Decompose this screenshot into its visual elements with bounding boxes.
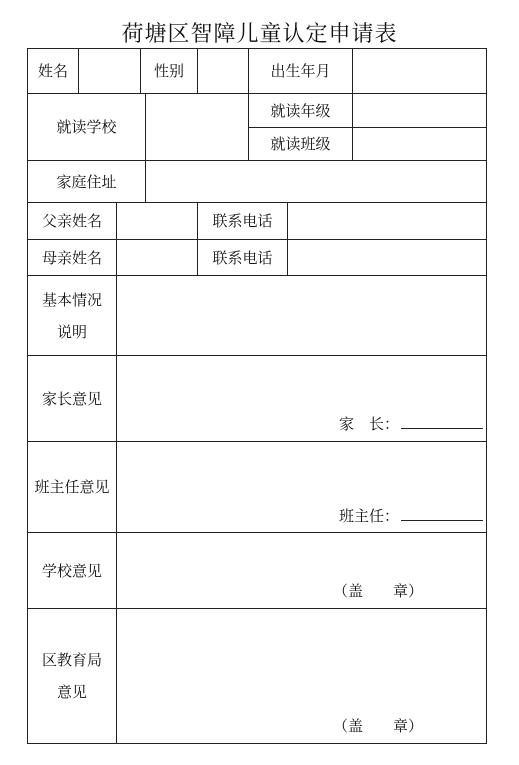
address-label: 家庭住址 bbox=[27, 160, 146, 203]
name-label: 姓名 bbox=[27, 48, 79, 94]
bureau-opinion-field[interactable] bbox=[116, 608, 487, 744]
address-field[interactable] bbox=[145, 160, 487, 203]
birth-label: 出生年月 bbox=[248, 48, 353, 94]
application-form-table bbox=[27, 48, 487, 744]
father-phone-label: 联系电话 bbox=[197, 202, 288, 240]
basic-info-label-line2: 说明 bbox=[56, 322, 87, 341]
parent-signature-line[interactable] bbox=[401, 414, 483, 429]
school-label: 就读学校 bbox=[27, 93, 146, 161]
class-field[interactable] bbox=[352, 127, 487, 161]
parent-opinion-label: 家长意见 bbox=[27, 355, 117, 442]
father-phone-field[interactable] bbox=[287, 202, 487, 240]
mother-phone-label: 联系电话 bbox=[197, 239, 288, 276]
teacher-signature-line[interactable] bbox=[401, 506, 483, 521]
basic-info-label-line1: 基本情况 bbox=[41, 290, 102, 309]
grade-label: 就读年级 bbox=[248, 93, 353, 128]
name-field[interactable] bbox=[78, 48, 141, 94]
school-opinion-field[interactable] bbox=[116, 532, 487, 609]
teacher-signature-label: 班主任： bbox=[339, 507, 400, 525]
teacher-opinion-label: 班主任意见 bbox=[27, 441, 117, 533]
gender-field[interactable] bbox=[197, 48, 249, 94]
basic-info-label bbox=[27, 275, 117, 356]
parent-signature-label: 家 长： bbox=[339, 415, 400, 433]
bureau-seal-text: （盖 章） bbox=[333, 717, 424, 735]
school-seal-text: （盖 章） bbox=[333, 582, 424, 600]
school-opinion-label: 学校意见 bbox=[27, 532, 117, 609]
birth-field[interactable] bbox=[352, 48, 487, 94]
bureau-opinion-label-line1: 区教育局 bbox=[41, 651, 102, 669]
form-title: 荷塘区智障儿童认定申请表 bbox=[121, 22, 398, 47]
mother-phone-field[interactable] bbox=[287, 239, 487, 276]
father-name-field[interactable] bbox=[116, 202, 198, 240]
teacher-signature bbox=[339, 505, 483, 526]
grade-field[interactable] bbox=[352, 93, 487, 128]
parent-signature bbox=[339, 413, 483, 434]
bureau-opinion-label bbox=[27, 608, 117, 744]
basic-info-field[interactable] bbox=[116, 275, 487, 356]
mother-name-label: 母亲姓名 bbox=[27, 239, 117, 276]
gender-label: 性别 bbox=[140, 48, 198, 94]
school-field[interactable] bbox=[145, 93, 249, 161]
mother-name-field[interactable] bbox=[116, 239, 198, 276]
bureau-opinion-label-line2: 意见 bbox=[56, 683, 87, 701]
class-label: 就读班级 bbox=[248, 127, 353, 161]
father-name-label: 父亲姓名 bbox=[27, 202, 117, 240]
